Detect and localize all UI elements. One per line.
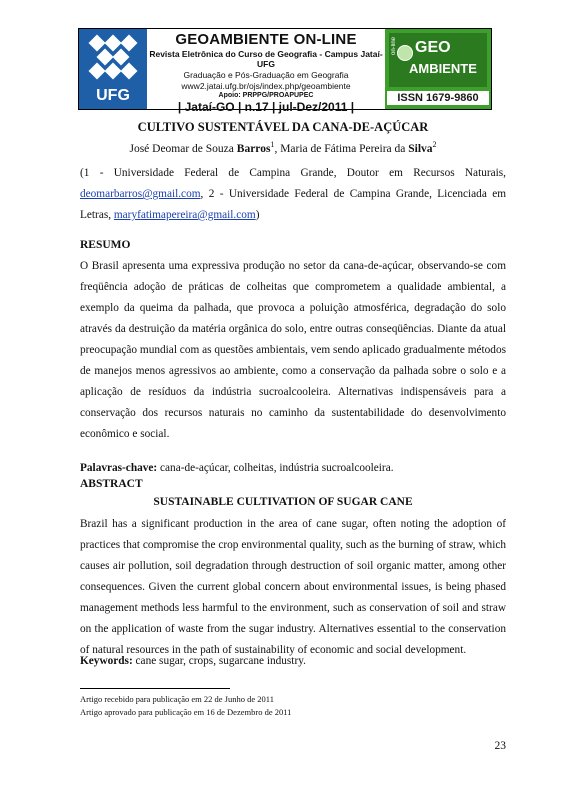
affiliation-text-2: , 2 - Universidade Federal de Campina Grande, Licenciada em Letras, [80,188,506,221]
footnote-divider [80,688,230,689]
author1-last: Barros [236,142,271,155]
author2-last: Silva [408,142,433,155]
article-authors [60,140,506,155]
abstract-title: SUSTAINABLE CULTIVATION OF SUGAR CANE [153,496,413,508]
journal-info [147,29,385,114]
author-affiliations [80,163,506,226]
journal-program: Graduação e Pós-Graduação em Geografia [183,70,349,80]
geoambiente-logo-box [389,33,487,87]
journal-url: www2.jatai.ufg.br/ojs/index.php/geoambiente [181,81,351,91]
journal-support: Apoio: PRPPG/PROAPUPEC [218,92,314,99]
author2-sup: 2 [432,140,437,149]
author2-first: , Maria de Fátima Pereira da [274,142,409,155]
email-link-2[interactable]: maryfatimapereira@gmail.com [113,209,256,221]
footnote-approved: Artigo aprovado para publicação em 16 de Dezembro de 2011 [80,707,292,717]
geoambiente-logo [385,29,491,109]
abstract-text: Brazil has a significant production in the area of cane sugar, often noting the adoption of practices that compromise the crop environmental quality, such as the burning of straw, which causes air pollution, soil degradation through destruction of soil organic matter, among other consequences. Given the current global concern about environmental issues, is being phased management methods less harmful to the environment, such as conservation of soil and straw on the application of waste from the sugar industry. Alternatives essential to the conservation of natural resources in the path of sustainability of economic and social development. [80,518,506,656]
author1-sup: 1 [270,140,275,149]
resumo-heading: RESUMO [80,239,131,251]
resumo-keywords-label: Palavras-chave: [80,462,158,474]
journal-issue: | Jataí-GO | n.17 | jul-Dez/2011 | [177,100,355,114]
globe-icon [397,45,413,61]
affiliation-text-1: (1 - Universidade Federal de Campina Grande, Doutor em Recursos Naturais, [80,167,506,179]
page-number: 23 [494,740,506,752]
article-title: CULTIVO SUSTENTÁVEL DA CANA-DE-AÇÚCAR [137,120,429,134]
affiliation-text-3: ) [255,209,260,221]
ambiente-label: AMBIENTE [409,61,477,76]
footnote-received: Artigo recebido para publicação em 22 de Junho de 2011 [80,694,274,704]
abstract-keywords-label: Keywords: [80,655,133,667]
ufg-logo [79,29,147,109]
abstract-keywords [80,655,506,667]
journal-title: GEOAMBIENTE ON-LINE [175,31,357,48]
issn-label: ISSN 1679-9860 [387,91,489,105]
email-link-1[interactable]: deomarbarros@gmail.com [80,188,201,200]
journal-header [78,28,492,114]
abstract-heading: ABSTRACT [80,478,143,490]
resumo-keywords-value: cana-de-açúcar, colheitas, indústria sucroalcooleira. [157,462,394,474]
resumo-text: O Brasil apresenta uma expressiva produção no setor da cana-de-açúcar, observando-se com freqüência adoção de práticas de colheitas que comprometem a qualidade ambiental, a exemplo da queima da palhada, que provoca a poluição atmosférica, degradação do solo através da destruição da matéria orgânica do solo, entre outras conseqüências. Diante da atual preocupação mundial com as questões ambientais, vem sendo aplicado gradualmente métodos de manejos menos agressivos ao ambiente, como a conservação da palhada sobre o solo e a aplicação de resíduos da indústria sucroalcooleira. Alternativas indispensáveis para a conservação dos recursos naturais no caminho da sustentabilidade do desenvolvimento econômico e social. [80,260,506,440]
author1-first: José Deomar de Souza [129,142,237,155]
resumo-keywords [80,462,506,474]
ufg-diamond-icon [87,35,139,79]
ufg-logo-text: UFG [96,87,130,104]
geo-label: GEO [415,39,451,56]
geo-online-label: on-line [391,37,397,56]
abstract-keywords-value: cane sugar, crops, sugarcane industry. [132,655,306,667]
journal-subtitle: Revista Eletrônica do Curso de Geografia - Campus Jataí- UFG [149,49,383,69]
